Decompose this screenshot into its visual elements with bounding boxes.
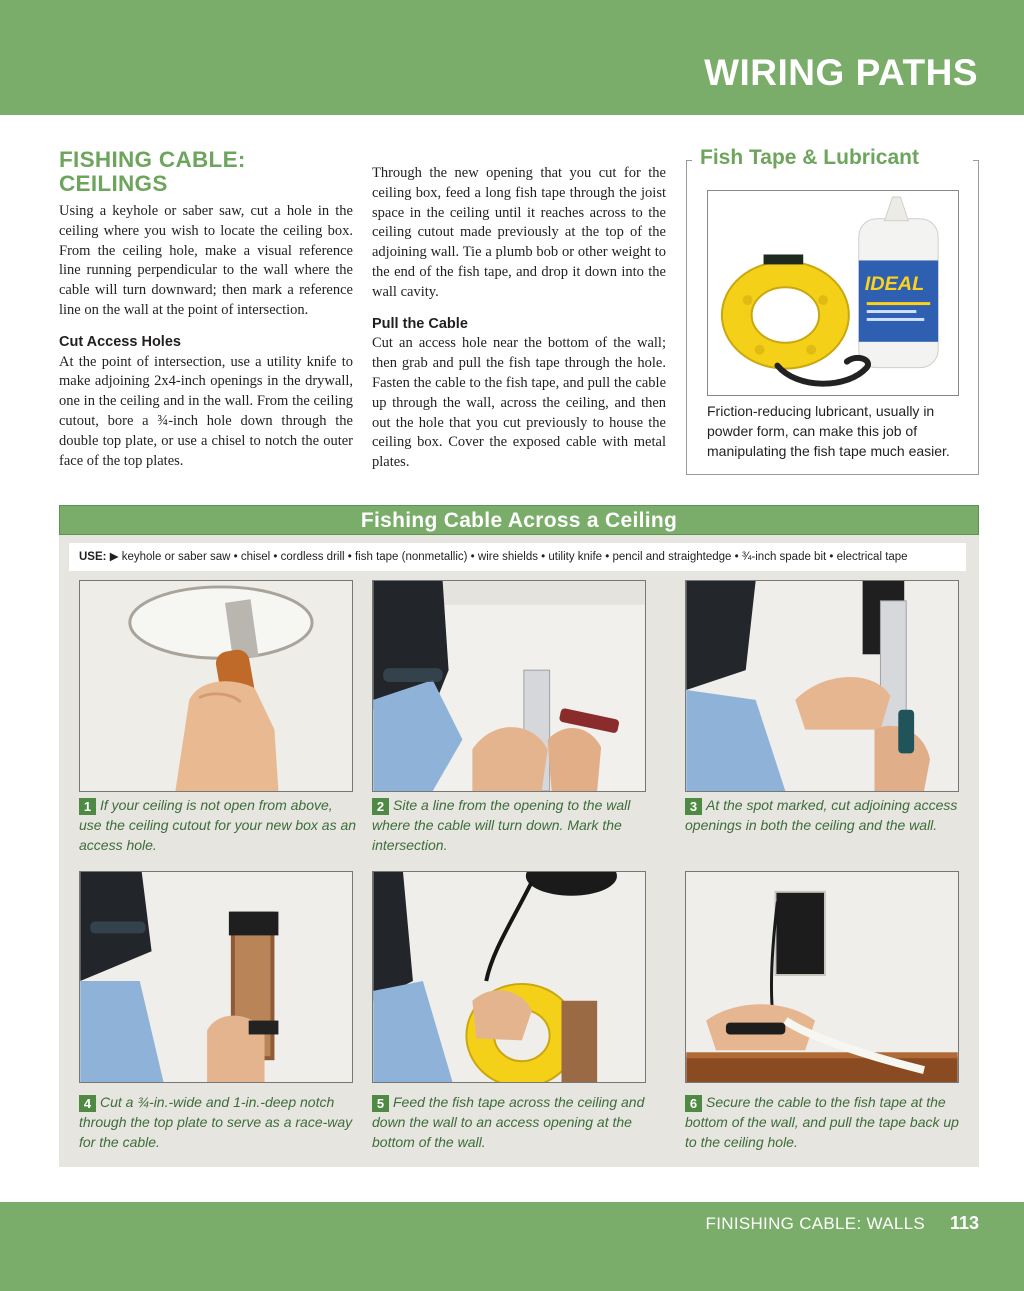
step-1-number: 1	[79, 798, 96, 815]
sidebox-caption: Friction-reducing lubricant, usually in powder form, can make this job of manipulating the fish tape much easier.	[707, 403, 950, 459]
step-5-number: 5	[372, 1095, 389, 1112]
steps-panel-title: Fishing Cable Across a Ceiling	[360, 509, 678, 532]
step-4-text: Cut a ¾-in.-wide and 1-in.-deep notch through the top plate to serve as a race-way for the cable.	[79, 1094, 353, 1150]
section-heading-line1: FISHING CABLE:	[59, 147, 246, 172]
step-2-caption	[372, 796, 652, 855]
page-number: 113	[949, 1213, 979, 1233]
subheading-pull-the-cable: Pull the Cable	[372, 315, 468, 332]
step-6-caption	[685, 1093, 965, 1152]
step-1-caption	[79, 796, 359, 855]
fish-tape-lubricant-photo	[707, 190, 959, 396]
step-6-photo	[685, 871, 959, 1083]
step-5-caption	[372, 1093, 652, 1152]
section-heading-line2: CEILINGS	[59, 171, 168, 196]
step-4-illustration	[80, 872, 352, 1082]
sidebox-border	[686, 160, 692, 161]
step-4-number: 4	[79, 1095, 96, 1112]
page-title: WIRING PATHS	[704, 52, 978, 93]
tools-list: keyhole or saber saw • chisel • cordless drill • fish tape (nonmetallic) • wire shields • utility knife • pencil and straightedge • ¾-inch spade bit • electrical tape	[121, 551, 908, 563]
step-1-photo	[79, 580, 353, 792]
use-label: USE:	[79, 551, 107, 563]
step-3-caption	[685, 796, 965, 836]
step-2-number: 2	[372, 798, 389, 815]
cut-access-paragraph: At the point of intersection, use a utility knife to make adjoining 2x4-inch openings in the drywall, one in the ceiling and in the wall. From the ceiling cutout, bore a ¾-inch hole down through the double top plate, or use a chisel to notch the outer face of the top plates.	[59, 353, 353, 469]
step-6-text: Secure the cable to the fish tape at the bottom of the wall, and pull the tape back up to the ceiling hole.	[685, 1094, 959, 1150]
step-3-photo	[685, 580, 959, 792]
step-3-illustration	[686, 581, 958, 791]
step-2-photo	[372, 580, 646, 792]
page-header-band	[0, 0, 1024, 115]
subheading-cut-access-holes: Cut Access Holes	[59, 333, 181, 350]
fish-tape-and-lubricant-illustration	[708, 191, 958, 395]
middle-column	[372, 164, 666, 473]
sidebox-border	[973, 160, 979, 161]
use-arrow-icon: ▶	[109, 551, 119, 563]
step-1-text: If your ceiling is not open from above, use the ceiling cutout for your new box as an access hole.	[79, 797, 357, 853]
bottle-brand-label: IDEAL	[864, 273, 925, 296]
step-4-photo	[79, 871, 353, 1083]
steps-panel-title-bar	[59, 505, 979, 535]
step-1-illustration	[80, 581, 352, 791]
step-5-illustration	[373, 872, 645, 1082]
step-5-photo	[372, 871, 646, 1083]
step-3-text: At the spot marked, cut adjoining access openings in both the ceiling and the wall.	[685, 797, 958, 833]
left-column	[59, 148, 353, 471]
step-6-number: 6	[685, 1095, 702, 1112]
tools-used-strip	[69, 543, 966, 571]
sidebox-title: Fish Tape & Lubricant	[697, 146, 922, 170]
footer-section-title: FINISHING CABLE: WALLS	[705, 1214, 925, 1233]
fish-tape-sidebox	[686, 146, 979, 475]
pull-cable-paragraph: Cut an access hole near the bottom of the wall; then grab and pull the fish tape through the hole. Fasten the cable to the fish tape, and pull the cable up through the wall, across the ceiling, and then out the hole that you cut previously to house the ceiling box. Cover the exposed cable with metal plates.	[372, 335, 666, 471]
step-4-caption	[79, 1093, 359, 1152]
section-heading	[59, 148, 353, 196]
fish-tape-paragraph: Through the new opening that you cut for the ceiling box, feed a long fish tape through the joist space in the ceiling until it reaches across to the ceiling cutout made previously at the top of the adjoining wall. Tie a plumb bob or other weight to the end of the fish tape, and drop it down into the wall cavity.	[372, 165, 666, 300]
step-6-illustration	[686, 872, 958, 1082]
page-footer-band	[0, 1202, 1024, 1291]
step-5-text: Feed the fish tape across the ceiling and down the wall to an access opening at the bottom of the wall.	[372, 1094, 645, 1150]
step-2-text: Site a line from the opening to the wall where the cable will turn down. Mark the intersection.	[372, 797, 631, 853]
intro-paragraph: Using a keyhole or saber saw, cut a hole in the ceiling where you wish to locate the ceiling box. From the ceiling hole, make a visual reference line running perpendicular to the wall where the cable will turn downward; then mark a reference line on the wall at the point of intersection.	[59, 203, 353, 318]
step-2-illustration	[373, 581, 645, 791]
step-3-number: 3	[685, 798, 702, 815]
